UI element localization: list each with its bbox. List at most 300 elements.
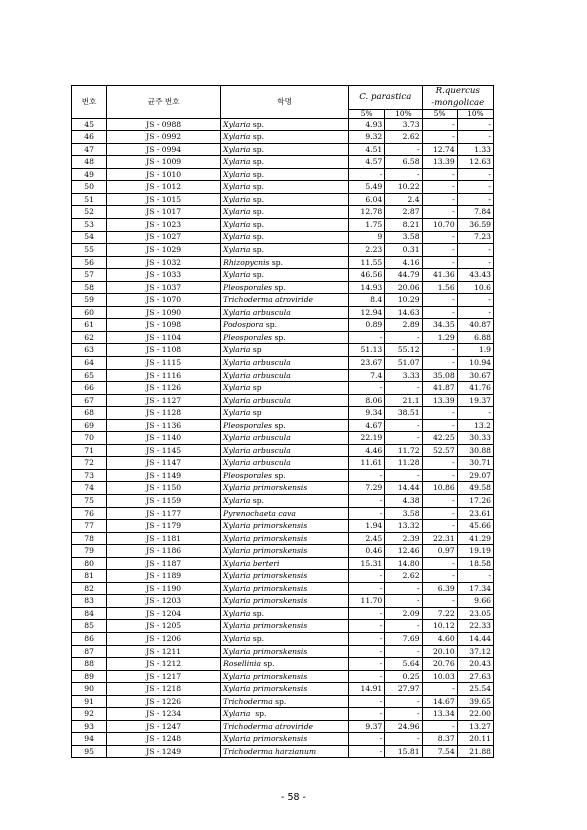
row-number: 91 (72, 695, 107, 708)
row-number: 55 (72, 244, 107, 257)
species-suffix: sp. (250, 207, 265, 217)
strain-code: JS - 1104 (107, 331, 221, 344)
value-rq-5: - (422, 294, 457, 307)
strain-code: JS - 1140 (107, 432, 221, 445)
value-rq-10: 49.58 (457, 482, 493, 495)
table-row (72, 168, 494, 181)
species-suffix: sp. (250, 182, 265, 192)
value-cp-10: - (385, 695, 422, 708)
table-row (72, 382, 494, 395)
row-number: 60 (72, 306, 107, 319)
row-number: 54 (72, 231, 107, 244)
value-cp-5: 0.89 (349, 319, 385, 332)
strain-code: JS - 1116 (107, 369, 221, 382)
value-rq-5: 14.67 (422, 695, 457, 708)
value-rq-5: 12.74 (422, 143, 457, 156)
table-row (72, 557, 494, 570)
strain-code: JS - 1070 (107, 294, 221, 307)
species-genus: Xylaria (223, 633, 251, 643)
table-row (72, 683, 494, 696)
strain-code: JS - 1177 (107, 507, 221, 520)
strain-code: JS - 1205 (107, 620, 221, 633)
value-rq-5: 10.03 (422, 670, 457, 683)
species-genus: Pyrenochaeta cava (223, 508, 296, 518)
value-rq-10: 10.94 (457, 356, 493, 369)
table-row (72, 143, 494, 156)
table-row (72, 356, 494, 369)
row-number: 79 (72, 545, 107, 558)
species-name (221, 607, 349, 620)
species-genus: Xylaria berteri (223, 558, 280, 568)
species-name (221, 520, 349, 533)
value-rq-5: - (422, 181, 457, 194)
row-number: 95 (72, 745, 107, 758)
species-genus: Pleosporales (223, 470, 273, 480)
subheader-rq-5: 5% (422, 110, 457, 118)
strain-code: JS - 1033 (107, 269, 221, 282)
row-number: 67 (72, 394, 107, 407)
table-row (72, 432, 494, 445)
value-cp-10: 0.25 (385, 670, 422, 683)
value-rq-10: 13.27 (457, 720, 493, 733)
value-rq-5: 41.36 (422, 269, 457, 282)
strain-code: JS - 1211 (107, 645, 221, 658)
table-row (72, 369, 494, 382)
species-name (221, 745, 349, 758)
value-cp-10: 3.73 (385, 118, 422, 131)
row-number: 71 (72, 444, 107, 457)
value-rq-5: - (422, 683, 457, 696)
value-rq-5: 13.39 (422, 394, 457, 407)
species-genus: Xylaria arbuscula (223, 433, 291, 443)
value-cp-5: 15.31 (349, 557, 385, 570)
strain-code: JS - 1249 (107, 745, 221, 758)
strain-code: JS - 1159 (107, 495, 221, 508)
strain-code: JS - 1098 (107, 319, 221, 332)
value-cp-10: - (385, 168, 422, 181)
species-name (221, 595, 349, 608)
species-suffix: sp. (272, 332, 286, 342)
value-rq-10: - (457, 131, 493, 144)
species-suffix: sp. (250, 132, 265, 142)
value-cp-5: 9.34 (349, 407, 385, 420)
row-number: 56 (72, 256, 107, 269)
table-row (72, 306, 494, 319)
value-cp-10: - (385, 469, 422, 482)
row-number: 72 (72, 457, 107, 470)
value-cp-10: 7.69 (385, 633, 422, 646)
species-genus: Xylaria arbuscula (223, 370, 291, 380)
value-rq-5: - (422, 168, 457, 181)
value-cp-5: 8.06 (349, 394, 385, 407)
value-cp-10: 10.22 (385, 181, 422, 194)
value-cp-10: 14.63 (385, 306, 422, 319)
species-suffix: sp. (250, 169, 265, 179)
value-rq-5: 13.39 (422, 156, 457, 169)
value-cp-5: 9.32 (349, 131, 385, 144)
value-rq-10: 1.9 (457, 344, 493, 357)
value-rq-5: 52.57 (422, 444, 457, 457)
strain-code: JS - 1147 (107, 457, 221, 470)
value-cp-10: - (385, 419, 422, 432)
table-row (72, 331, 494, 344)
value-cp-10: 3.33 (385, 369, 422, 382)
species-name (221, 131, 349, 144)
value-cp-5: 9 (349, 231, 385, 244)
species-name (221, 206, 349, 219)
strain-code: JS - 1179 (107, 520, 221, 533)
species-name (221, 469, 349, 482)
header-no: 번호 (72, 86, 107, 119)
value-cp-10: - (385, 143, 422, 156)
value-rq-10: 21.88 (457, 745, 493, 758)
species-genus: Podospora (223, 320, 264, 330)
strain-code: JS - 1189 (107, 570, 221, 583)
value-rq-5: 22.31 (422, 532, 457, 545)
value-cp-10: 20.06 (385, 281, 422, 294)
subheader-rq-10: 10% (457, 110, 493, 118)
value-cp-10: 6.58 (385, 156, 422, 169)
value-rq-10: 29.07 (457, 469, 493, 482)
header-r-quercus-line2: -mongolicae (431, 97, 485, 108)
row-number: 88 (72, 658, 107, 671)
value-cp-10: 2.89 (385, 319, 422, 332)
row-number: 47 (72, 143, 107, 156)
row-number: 58 (72, 281, 107, 294)
header-r-quercus (422, 86, 493, 110)
value-rq-5: - (422, 507, 457, 520)
strain-code: JS - 1187 (107, 557, 221, 570)
species-suffix: sp. (261, 659, 275, 669)
strain-code: JS - 1037 (107, 281, 221, 294)
header-r-quercus-line1: R.quercus (435, 86, 480, 96)
species-genus: Xylaria (223, 144, 251, 154)
row-number: 61 (72, 319, 107, 332)
value-cp-5: 4.93 (349, 118, 385, 131)
value-cp-5: 51.13 (349, 344, 385, 357)
species-genus: Xylaria primorskensis (223, 571, 308, 581)
species-genus: Xylaria primorskensis (223, 621, 308, 631)
species-genus: Xylaria primorskensis (223, 483, 308, 493)
strain-code: JS - 1127 (107, 394, 221, 407)
value-rq-5: - (422, 570, 457, 583)
row-number: 53 (72, 218, 107, 231)
strain-code: JS - 1190 (107, 582, 221, 595)
value-cp-5: - (349, 645, 385, 658)
species-genus: Xylaria arbuscula (223, 395, 291, 405)
strain-code: JS - 1218 (107, 683, 221, 696)
species-suffix: sp. (272, 470, 286, 480)
strain-code: JS - 1009 (107, 156, 221, 169)
value-cp-5: - (349, 708, 385, 721)
species-genus: Xylaria arbuscula (223, 307, 291, 317)
row-number: 45 (72, 118, 107, 131)
row-number: 84 (72, 607, 107, 620)
strain-code: JS - 1029 (107, 244, 221, 257)
row-number: 52 (72, 206, 107, 219)
species-genus: Trichoderma atroviride (223, 721, 314, 731)
value-rq-5: 41.87 (422, 382, 457, 395)
species-genus: Xylaria primorskensis (223, 646, 308, 656)
value-rq-10: 39.65 (457, 695, 493, 708)
value-cp-10: 24.96 (385, 720, 422, 733)
value-rq-5: 34.35 (422, 319, 457, 332)
species-genus: Xylaria (223, 495, 251, 505)
row-number: 50 (72, 181, 107, 194)
row-number: 90 (72, 683, 107, 696)
value-cp-10: 2.09 (385, 607, 422, 620)
value-rq-10: 14.44 (457, 633, 493, 646)
value-rq-5: - (422, 193, 457, 206)
table-row (72, 131, 494, 144)
row-number: 66 (72, 382, 107, 395)
row-number: 75 (72, 495, 107, 508)
table-row (72, 156, 494, 169)
value-cp-5: - (349, 745, 385, 758)
species-suffix: sp. (250, 270, 265, 280)
species-suffix: sp. (250, 495, 265, 505)
header-c-parastica: C. parastica (349, 86, 423, 110)
value-rq-5: 7.54 (422, 745, 457, 758)
table-row (72, 193, 494, 206)
value-rq-10: 6.88 (457, 331, 493, 344)
value-cp-10: 14.80 (385, 557, 422, 570)
strain-code: JS - 1115 (107, 356, 221, 369)
value-rq-5: 4.60 (422, 633, 457, 646)
species-name (221, 482, 349, 495)
subheader-cp-10: 10% (385, 110, 422, 118)
value-rq-5: 20.76 (422, 658, 457, 671)
species-name (221, 256, 349, 269)
row-number: 76 (72, 507, 107, 520)
row-number: 93 (72, 720, 107, 733)
species-genus: Xylaria (223, 608, 251, 618)
species-genus: Xylaria (223, 345, 251, 355)
strain-code: JS - 1186 (107, 545, 221, 558)
row-number: 89 (72, 670, 107, 683)
species-name (221, 683, 349, 696)
table-row (72, 720, 494, 733)
value-cp-10: 3.58 (385, 507, 422, 520)
row-number: 69 (72, 419, 107, 432)
strain-code: JS - 1149 (107, 469, 221, 482)
table-row (72, 256, 494, 269)
value-rq-10: 36.59 (457, 218, 493, 231)
species-genus: Xylaria (223, 194, 251, 204)
row-number: 77 (72, 520, 107, 533)
value-rq-5: - (422, 557, 457, 570)
species-name (221, 319, 349, 332)
value-rq-10: 19.19 (457, 545, 493, 558)
value-cp-5: 4.46 (349, 444, 385, 457)
value-cp-10: - (385, 331, 422, 344)
value-rq-5: - (422, 495, 457, 508)
species-suffix: sp. (250, 608, 265, 618)
species-name (221, 570, 349, 583)
strain-code: JS - 1108 (107, 344, 221, 357)
page-number: - 58 - (281, 792, 306, 803)
species-name (221, 281, 349, 294)
value-rq-10: 13.2 (457, 419, 493, 432)
value-cp-5: 46.56 (349, 269, 385, 282)
strain-code: JS - 0988 (107, 118, 221, 131)
value-rq-10: 22.33 (457, 620, 493, 633)
species-genus: Xylaria primorskensis (223, 533, 308, 543)
table-row (72, 218, 494, 231)
value-cp-10: 12.46 (385, 545, 422, 558)
value-rq-5: 10.86 (422, 482, 457, 495)
strain-code: JS - 1204 (107, 607, 221, 620)
data-table (71, 85, 494, 758)
species-name (221, 294, 349, 307)
value-cp-5: 9.37 (349, 720, 385, 733)
table-row (72, 444, 494, 457)
species-name (221, 620, 349, 633)
species-name (221, 156, 349, 169)
value-cp-10: - (385, 382, 422, 395)
species-name (221, 231, 349, 244)
species-genus: Xylaria (223, 182, 251, 192)
value-rq-10: 12.63 (457, 156, 493, 169)
strain-code: JS - 0994 (107, 143, 221, 156)
species-name (221, 545, 349, 558)
row-number: 65 (72, 369, 107, 382)
value-cp-5: 22.19 (349, 432, 385, 445)
value-cp-10: 3.58 (385, 231, 422, 244)
table-row (72, 607, 494, 620)
table-row (72, 708, 494, 721)
value-rq-10: 19.37 (457, 394, 493, 407)
value-cp-5: 1.94 (349, 520, 385, 533)
value-cp-5: 11.61 (349, 457, 385, 470)
row-number: 83 (72, 595, 107, 608)
table-row (72, 633, 494, 646)
species-genus: Rhizopycnis (223, 257, 270, 267)
value-rq-10: - (457, 570, 493, 583)
species-suffix: sp. (272, 420, 286, 430)
table-row (72, 407, 494, 420)
header-strain-code: 균주 번호 (107, 86, 221, 119)
value-cp-5: 11.70 (349, 595, 385, 608)
species-name (221, 419, 349, 432)
value-rq-5: - (422, 231, 457, 244)
row-number: 70 (72, 432, 107, 445)
value-rq-5: - (422, 595, 457, 608)
species-genus: Xylaria (223, 270, 251, 280)
strain-code: JS - 1145 (107, 444, 221, 457)
value-cp-10: 21.1 (385, 394, 422, 407)
value-cp-10: - (385, 733, 422, 746)
value-rq-10: 17.34 (457, 582, 493, 595)
value-cp-5: - (349, 570, 385, 583)
value-cp-10: 11.28 (385, 457, 422, 470)
species-name (221, 394, 349, 407)
value-cp-5: - (349, 495, 385, 508)
species-name (221, 218, 349, 231)
species-genus: Xylaria arbuscula (223, 445, 291, 455)
value-rq-10: 7.84 (457, 206, 493, 219)
table-row (72, 520, 494, 533)
table-row (72, 294, 494, 307)
species-suffix: sp. (250, 144, 265, 154)
value-rq-5: 13.34 (422, 708, 457, 721)
species-suffix: sp. (250, 219, 265, 229)
value-rq-5: 1.29 (422, 331, 457, 344)
table-row (72, 244, 494, 257)
value-rq-10: 30.33 (457, 432, 493, 445)
species-name (221, 582, 349, 595)
species-genus: Pleosporales (223, 332, 273, 342)
species-genus: Rosellinia (223, 659, 261, 669)
species-name (221, 495, 349, 508)
table-row (72, 319, 494, 332)
value-cp-10: 2.4 (385, 193, 422, 206)
value-rq-5: - (422, 244, 457, 257)
table-row (72, 658, 494, 671)
strain-code: JS - 1128 (107, 407, 221, 420)
value-cp-5: 2.23 (349, 244, 385, 257)
table-row (72, 495, 494, 508)
table-row (72, 231, 494, 244)
value-rq-10: 41.76 (457, 382, 493, 395)
value-rq-10: 30.67 (457, 369, 493, 382)
value-rq-5: 0.97 (422, 545, 457, 558)
species-name (221, 369, 349, 382)
species-suffix: sp (250, 408, 262, 418)
species-name (221, 708, 349, 721)
value-cp-10: 14.44 (385, 482, 422, 495)
row-number: 81 (72, 570, 107, 583)
value-cp-10: 38.51 (385, 407, 422, 420)
value-cp-10: - (385, 620, 422, 633)
value-rq-10: 20.11 (457, 733, 493, 746)
value-cp-10: 55.12 (385, 344, 422, 357)
table-row (72, 269, 494, 282)
value-cp-5: 4.51 (349, 143, 385, 156)
value-rq-5: 8.37 (422, 733, 457, 746)
value-cp-5: 7.29 (349, 482, 385, 495)
value-cp-10: - (385, 582, 422, 595)
table-body (72, 118, 494, 758)
header-scientific-name: 학명 (221, 86, 349, 119)
table-row (72, 457, 494, 470)
table-row (72, 482, 494, 495)
species-genus: Xylaria primorskensis (223, 521, 308, 531)
table-row (72, 532, 494, 545)
value-cp-5: 1.75 (349, 218, 385, 231)
species-name (221, 193, 349, 206)
species-suffix: sp. (250, 232, 265, 242)
value-cp-10: - (385, 432, 422, 445)
species-suffix: sp. (250, 709, 267, 719)
value-rq-5: - (422, 118, 457, 131)
value-rq-5: - (422, 206, 457, 219)
value-rq-5: 20.10 (422, 645, 457, 658)
value-rq-10: - (457, 294, 493, 307)
value-cp-5: - (349, 469, 385, 482)
value-cp-10: 44.79 (385, 269, 422, 282)
table-row (72, 281, 494, 294)
species-suffix: sp. (250, 194, 265, 204)
species-suffix: sp (250, 345, 262, 355)
species-suffix: sp. (250, 119, 265, 129)
species-suffix: sp. (272, 282, 286, 292)
row-number: 80 (72, 557, 107, 570)
value-rq-5: - (422, 256, 457, 269)
value-rq-5: - (422, 419, 457, 432)
species-genus: Xylaria (223, 709, 251, 719)
species-name (221, 633, 349, 646)
